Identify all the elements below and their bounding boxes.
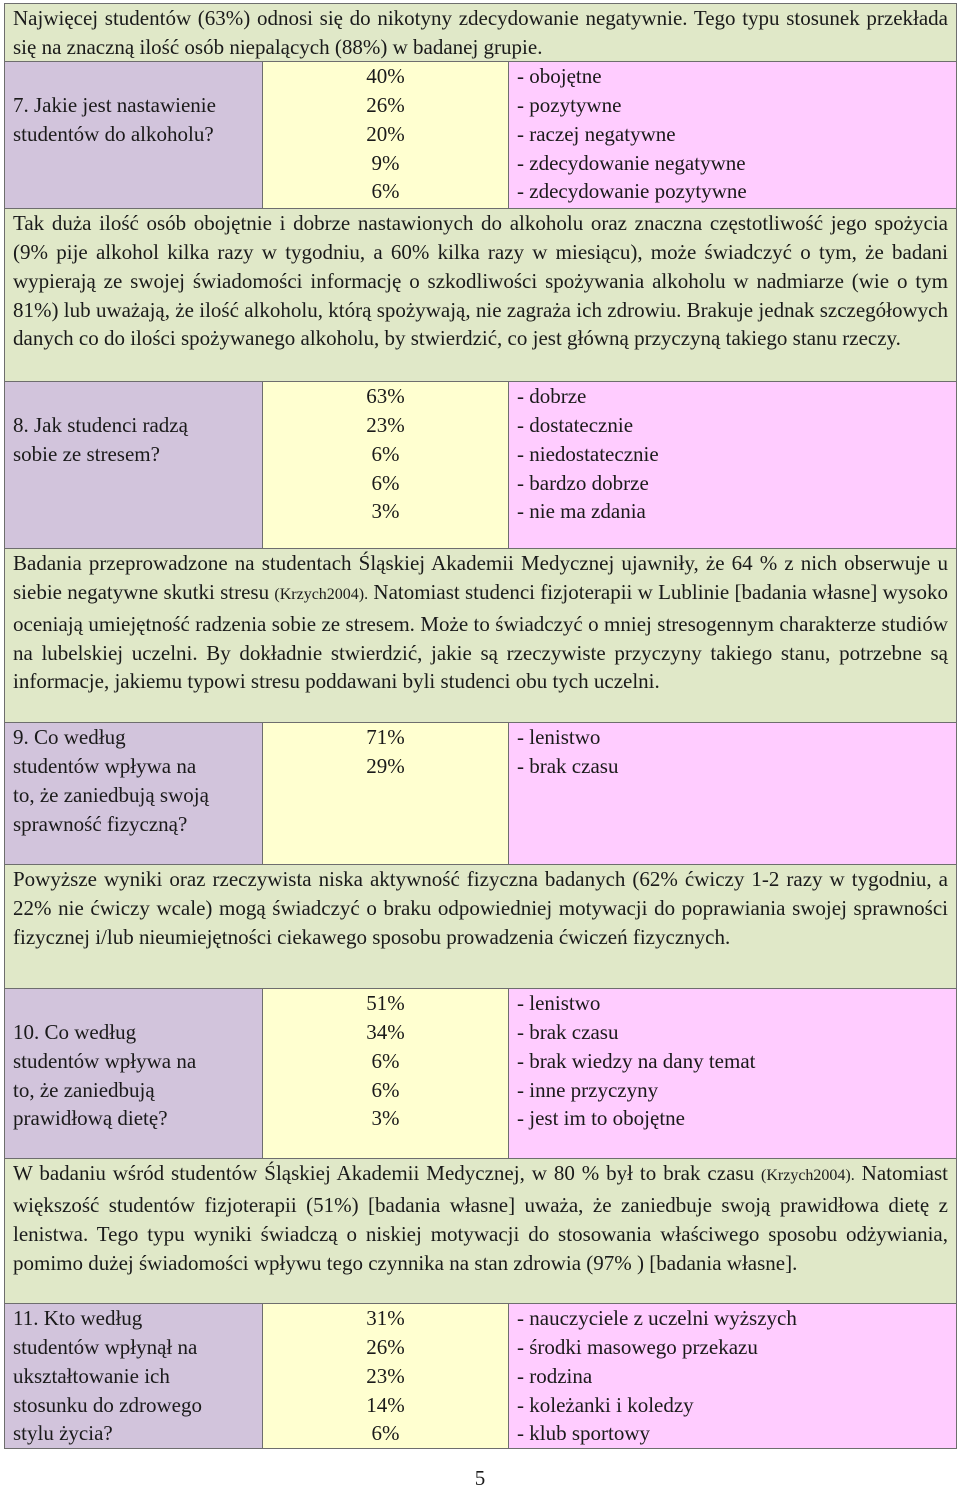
q9-question-line: sprawność fizyczną? — [13, 811, 188, 836]
q10-answers — [509, 989, 957, 1159]
q7-answer: - obojętne — [517, 64, 602, 89]
q7-question-line: 7. Jakie jest nastawienie — [13, 93, 216, 118]
q8-commentary-text: Badania przeprowadzone na studentach Śląskiej Akademii Medycznej ujawniły, że 64 % z nich obserwuje u siebie negatywne skutki stresu — [13, 551, 948, 605]
q10-citation: (Krzych2004). — [761, 1167, 855, 1185]
q10-answer: - lenistwo — [517, 991, 601, 1016]
q7-percent: 9% — [371, 150, 400, 175]
q8-answers — [509, 382, 957, 549]
q8-question-line: 8. Jak studenci radzą — [13, 413, 188, 438]
q11-answer: - klub sportowy — [517, 1421, 650, 1446]
q11-percent: 31% — [366, 1306, 405, 1331]
q10-question-line: prawidłową dietę? — [13, 1106, 168, 1131]
q8-answer: - nie ma zdania — [517, 499, 646, 524]
q8-percent: 6% — [371, 470, 400, 495]
q7-answer: - pozytywne — [517, 93, 622, 118]
q10-commentary-text-2: Natomiast większość studentów fizjoterapii (51%) [badania własne] uważa, że zaniedbuje swoją prawidłowa dietę z lenistwa. Tego typu wyniki świadczą o niskiej motywacji do stosowania właściwego sposobu odżywiania, pomimo dużej świadomości wpływu tego czynnika na stan zdrowia (97% ) [badania własne]. — [13, 1161, 948, 1275]
q10-question — [5, 989, 263, 1159]
q9-question-line: studentów wpływa na — [13, 754, 197, 779]
q8-percents — [263, 382, 509, 549]
q11-answer: - środki masowego przekazu — [517, 1335, 758, 1360]
q9-percents — [263, 723, 509, 865]
q10-percent: 6% — [371, 1077, 400, 1102]
q11-answers — [509, 1304, 957, 1449]
q8-answer: - niedostatecznie — [517, 441, 659, 466]
q7-answer: - zdecydowanie negatywne — [517, 150, 746, 175]
q8-percent: 6% — [371, 441, 400, 466]
q7-question-line: studentów do alkoholu? — [13, 121, 214, 146]
q10-percent: 34% — [366, 1020, 405, 1045]
q10-question-line: to, że zaniedbują — [13, 1077, 155, 1102]
q8-percent: 63% — [366, 384, 405, 409]
q7-commentary: Tak duża ilość osób obojętnie i dobrze nastawionych do alkoholu oraz znaczna częstotliwość jego spożycia (9% pije alkohol kilka razy w tygodniu, a 60% kilka razy w miesiącu), może świadczyć o tym, że badani wypierają ze swojej świadomości informację o szkodliwości spożywania alkoholu w nadmiarze (wie o tym 81%) lub uważają, że ilość alkoholu, którą spożywają, nie zagraża ich zdrowiu. Brakuje jednak szczegółowych danych co do ilości spożywanego alkoholu, by stwierdzić, co jest główną przyczyną takiego stanu rzeczy. — [5, 209, 957, 382]
q10-question-line: studentów wpływa na — [13, 1048, 197, 1073]
q7-answer: - zdecydowanie pozytywne — [517, 179, 747, 204]
q8-answer: - dobrze — [517, 384, 587, 409]
q7-percent: 20% — [366, 121, 405, 146]
q7-percents — [263, 62, 509, 209]
q9-answer: - brak czasu — [517, 754, 619, 779]
q10-answer: - jest im to obojętne — [517, 1106, 685, 1131]
q8-percent: 3% — [371, 499, 400, 524]
q9-percent: 29% — [366, 754, 405, 779]
q10-answer: - brak czasu — [517, 1020, 619, 1045]
q7-answers — [509, 62, 957, 209]
q10-percents — [263, 989, 509, 1159]
page-number: 5 — [474, 1466, 486, 1490]
q8-question-line: sobie ze stresem? — [13, 441, 160, 466]
q11-answer: - nauczyciele z uczelni wyższych — [517, 1306, 797, 1331]
q11-question-line: ukształtowanie ich — [13, 1363, 170, 1388]
q11-question-line: stosunku do zdrowego — [13, 1392, 202, 1417]
q10-answer: - brak wiedzy na dany temat — [517, 1048, 756, 1073]
q9-percent: 71% — [366, 725, 405, 750]
q10-percent: 6% — [371, 1048, 400, 1073]
q8-commentary — [5, 549, 957, 723]
q10-answer: - inne przyczyny — [517, 1077, 659, 1102]
q9-question — [5, 723, 263, 865]
q7-answer: - raczej negatywne — [517, 121, 676, 146]
q9-question-line: to, że zaniedbują swoją — [13, 782, 209, 807]
q10-percent: 51% — [366, 991, 405, 1016]
q10-commentary — [5, 1159, 957, 1304]
q8-answer: - bardzo dobrze — [517, 470, 649, 495]
q11-answer: - koleżanki i koledzy — [517, 1392, 694, 1417]
q11-percent: 23% — [366, 1363, 405, 1388]
q8-percent: 23% — [366, 413, 405, 438]
q8-question — [5, 382, 263, 549]
q11-percent: 6% — [371, 1421, 400, 1446]
q7-percent: 40% — [366, 64, 405, 89]
q11-question-line: stylu życia? — [13, 1421, 113, 1446]
q11-answer: - rodzina — [517, 1363, 593, 1388]
q11-percent: 14% — [366, 1392, 405, 1417]
q7-percent: 6% — [371, 179, 400, 204]
intro-paragraph: Najwięcej studentów (63%) odnosi się do nikotyny zdecydowanie negatywnie. Tego typu stosunek przekłada się na znaczną ilość osób niepalących (88%) w badanej grupie. — [5, 4, 957, 62]
q10-commentary-text: W badaniu wśród studentów Śląskiej Akademii Medycznej, w 80 % był to brak czasu — [13, 1161, 761, 1186]
q8-citation: (Krzych2004). — [274, 586, 369, 604]
q8-answer: - dostatecznie — [517, 413, 634, 438]
q8-commentary-text-2: Natomiast studenci fizjoterapii w Lublinie [badania własne] wysoko oceniają umiejętność radzenia sobie ze stresem. Może to świadczyć o mniej stresogennym charakterze studiów na lubelskiej uczelni. By dokładnie stwierdzić, jakie są rzeczywiste przyczyny takiego stanu, potrzebne są informacje, jakiemu typowi stresu poddawani byli studenci obu tych uczelni. — [13, 580, 948, 694]
q11-question-line: 11. Kto według — [13, 1306, 143, 1331]
q11-question-line: studentów wpłynął na — [13, 1335, 198, 1360]
q11-percent: 26% — [366, 1335, 405, 1360]
survey-table — [4, 3, 957, 1449]
q11-question — [5, 1304, 263, 1449]
q9-answers — [509, 723, 957, 865]
q11-percents — [263, 1304, 509, 1449]
q9-question-line: 9. Co według — [13, 725, 126, 750]
q10-percent: 3% — [371, 1106, 400, 1131]
q7-question — [5, 62, 263, 209]
q9-answer: - lenistwo — [517, 725, 601, 750]
q7-percent: 26% — [366, 93, 405, 118]
q10-question-line: 10. Co według — [13, 1020, 137, 1045]
q9-commentary: Powyższe wyniki oraz rzeczywista niska aktywność fizyczna badanych (62% ćwiczy 1-2 razy w tygodniu, a 22% nie ćwiczy wcale) mogą świadczyć o braku odpowiedniej motywacji do poprawiania swojej sprawności fizycznej i/lub nieumiejętności ciekawego sposobu prowadzenia ćwiczeń fizycznych. — [5, 865, 957, 989]
